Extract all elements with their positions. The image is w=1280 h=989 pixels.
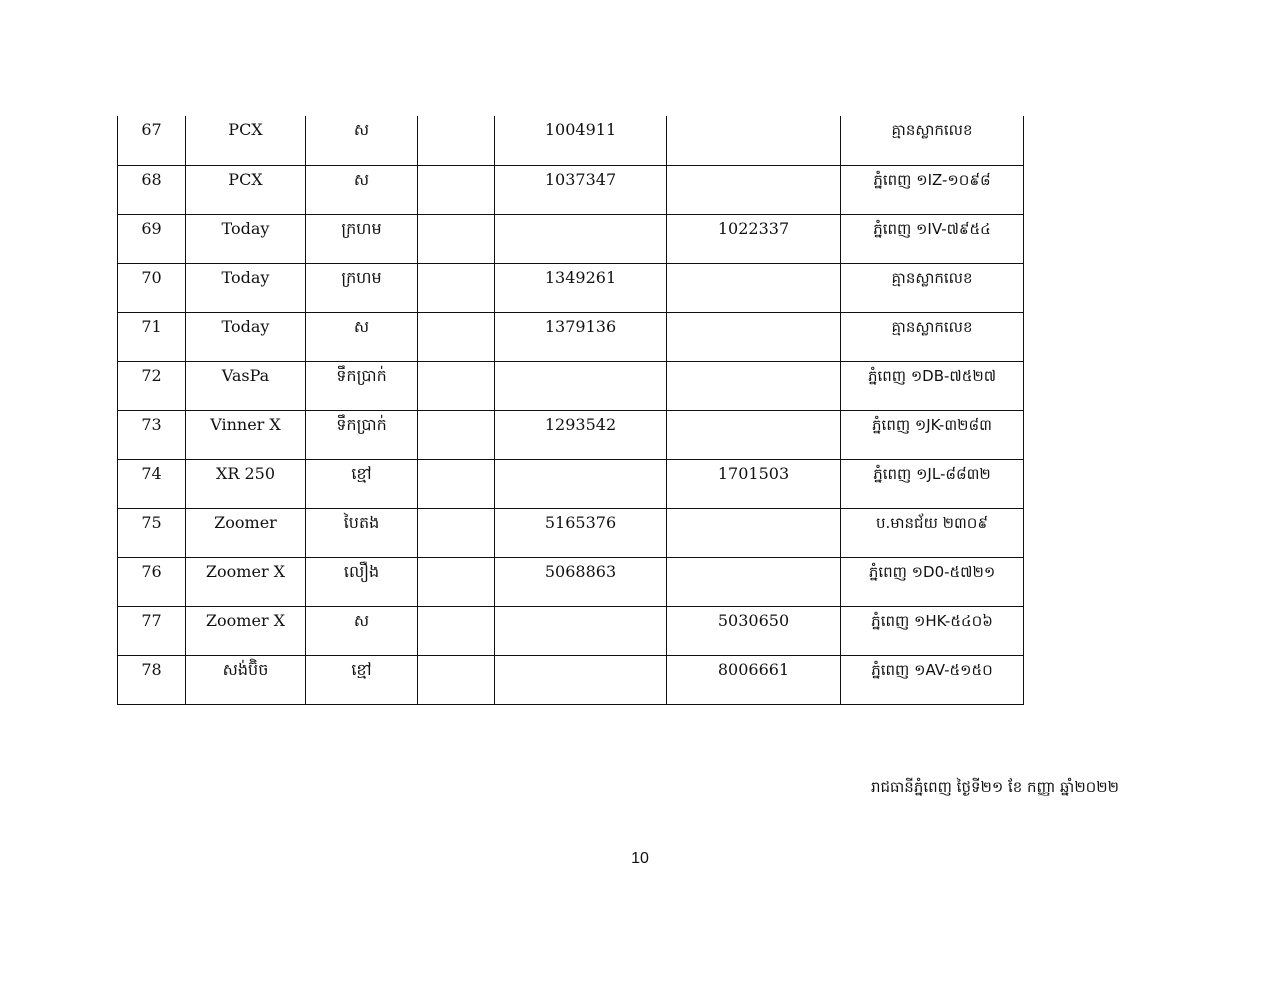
- cell-number: 75: [118, 508, 186, 557]
- cell-model: XR 250: [186, 459, 306, 508]
- cell-engine-number: [495, 361, 667, 410]
- cell-plate: គ្មានស្លាកលេខ: [841, 263, 1024, 312]
- cell-engine-number: 1037347: [495, 165, 667, 214]
- cell-color: បៃតង: [306, 508, 418, 557]
- cell-blank: [418, 655, 495, 704]
- cell-blank: [418, 459, 495, 508]
- table-row: [118, 606, 1024, 655]
- cell-number: 77: [118, 606, 186, 655]
- cell-model: PCX: [186, 116, 306, 165]
- cell-number: 72: [118, 361, 186, 410]
- cell-number: 78: [118, 655, 186, 704]
- cell-blank: [418, 214, 495, 263]
- table-row: [118, 508, 1024, 557]
- cell-color: ទឹកប្រាក់: [306, 361, 418, 410]
- cell-color: លឿង: [306, 557, 418, 606]
- cell-engine-number: 1004911: [495, 116, 667, 165]
- cell-plate: ភ្នំពេញ ១IZ-១០៩៨: [841, 165, 1024, 214]
- cell-engine-number: 1293542: [495, 410, 667, 459]
- cell-frame-number: [667, 508, 841, 557]
- cell-plate: ប.មានជ័យ ២៣០៩: [841, 508, 1024, 557]
- cell-blank: [418, 116, 495, 165]
- cell-number: 71: [118, 312, 186, 361]
- cell-blank: [418, 508, 495, 557]
- cell-model: Today: [186, 263, 306, 312]
- vehicle-records-table: [117, 116, 1024, 705]
- cell-blank: [418, 165, 495, 214]
- table-row: [118, 361, 1024, 410]
- cell-color: ស: [306, 165, 418, 214]
- cell-plate: ភ្នំពេញ ១DB-៧៥២៧: [841, 361, 1024, 410]
- cell-model: Today: [186, 312, 306, 361]
- table-row: [118, 165, 1024, 214]
- cell-color: ក្រហម: [306, 214, 418, 263]
- cell-frame-number: [667, 263, 841, 312]
- cell-number: 68: [118, 165, 186, 214]
- cell-plate: ភ្នំពេញ ១D0-៥៧២១: [841, 557, 1024, 606]
- cell-frame-number: 5030650: [667, 606, 841, 655]
- page-number: 10: [631, 850, 649, 867]
- cell-color: ស: [306, 312, 418, 361]
- cell-engine-number: [495, 655, 667, 704]
- cell-model: Zoomer X: [186, 606, 306, 655]
- cell-frame-number: 1022337: [667, 214, 841, 263]
- cell-number: 69: [118, 214, 186, 263]
- cell-plate: ភ្នំពេញ ១AV-៥១៥០: [841, 655, 1024, 704]
- cell-plate: ភ្នំពេញ ១HK-៥៤០៦: [841, 606, 1024, 655]
- cell-engine-number: [495, 459, 667, 508]
- cell-plate: ភ្នំពេញ ១JK-៣២៨៣: [841, 410, 1024, 459]
- cell-engine-number: [495, 214, 667, 263]
- cell-number: 70: [118, 263, 186, 312]
- cell-frame-number: [667, 410, 841, 459]
- cell-plate: គ្មានស្លាកលេខ: [841, 116, 1024, 165]
- cell-model: Today: [186, 214, 306, 263]
- cell-color: ខ្មៅ: [306, 655, 418, 704]
- cell-number: 76: [118, 557, 186, 606]
- cell-number: 73: [118, 410, 186, 459]
- cell-color: ក្រហម: [306, 263, 418, 312]
- table-row: [118, 557, 1024, 606]
- table-row: [118, 655, 1024, 704]
- cell-model: Zoomer: [186, 508, 306, 557]
- table-row: [118, 214, 1024, 263]
- cell-model: សង់ប៊ិច: [186, 655, 306, 704]
- cell-frame-number: [667, 361, 841, 410]
- place-and-date-line: រាជធានីភ្នំពេញ ថ្ងៃទី២១ ខែ កញ្ញា ឆ្នាំ២០២២: [870, 778, 1120, 796]
- table-body: [118, 116, 1024, 704]
- table-row: [118, 410, 1024, 459]
- cell-blank: [418, 557, 495, 606]
- cell-frame-number: [667, 557, 841, 606]
- cell-engine-number: 1379136: [495, 312, 667, 361]
- cell-color: ខ្មៅ: [306, 459, 418, 508]
- cell-blank: [418, 361, 495, 410]
- cell-model: PCX: [186, 165, 306, 214]
- table-row: [118, 459, 1024, 508]
- cell-plate: ភ្នំពេញ ១IV-៧៩៥៤: [841, 214, 1024, 263]
- cell-frame-number: 1701503: [667, 459, 841, 508]
- cell-number: 74: [118, 459, 186, 508]
- cell-engine-number: 5068863: [495, 557, 667, 606]
- cell-blank: [418, 312, 495, 361]
- cell-frame-number: [667, 165, 841, 214]
- cell-blank: [418, 263, 495, 312]
- cell-frame-number: [667, 116, 841, 165]
- table-row: [118, 263, 1024, 312]
- cell-engine-number: [495, 606, 667, 655]
- cell-engine-number: 5165376: [495, 508, 667, 557]
- table-row: [118, 312, 1024, 361]
- cell-blank: [418, 606, 495, 655]
- cell-engine-number: 1349261: [495, 263, 667, 312]
- cell-color: ស: [306, 116, 418, 165]
- cell-number: 67: [118, 116, 186, 165]
- cell-color: ស: [306, 606, 418, 655]
- cell-blank: [418, 410, 495, 459]
- cell-frame-number: 8006661: [667, 655, 841, 704]
- cell-color: ទឹកប្រាក់: [306, 410, 418, 459]
- cell-plate: ភ្នំពេញ ១JL-៨៨៣២: [841, 459, 1024, 508]
- cell-plate: គ្មានស្លាកលេខ: [841, 312, 1024, 361]
- cell-model: Zoomer X: [186, 557, 306, 606]
- cell-model: Vinner X: [186, 410, 306, 459]
- cell-model: VasPa: [186, 361, 306, 410]
- cell-frame-number: [667, 312, 841, 361]
- table-row: [118, 116, 1024, 165]
